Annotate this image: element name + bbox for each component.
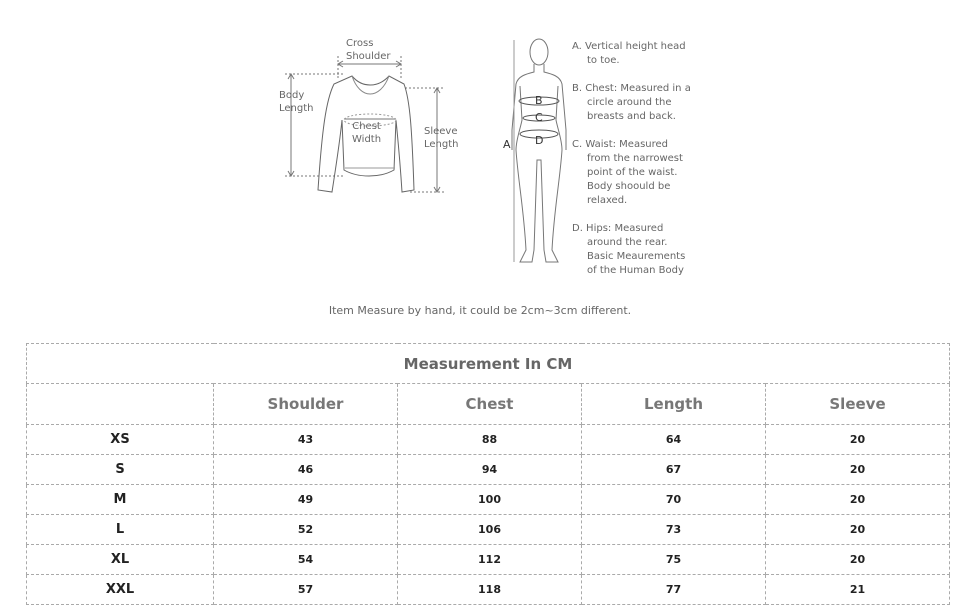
length-cell: 64 [582,425,766,455]
chest-cell: 94 [398,455,582,485]
sleeve-cell: 21 [766,575,950,605]
sleeve-cell: 20 [766,485,950,515]
point-c-label: C [535,111,543,124]
measurement-notes [572,40,707,292]
chest-width-label: Chest Width [352,121,382,145]
length-cell: 77 [582,575,766,605]
length-cell: 73 [582,515,766,545]
chest-cell: 112 [398,545,582,575]
point-b-label: B [535,94,543,107]
table-row [27,455,950,485]
chest-cell: 106 [398,515,582,545]
chest-cell: 88 [398,425,582,455]
table-row [27,425,950,455]
shoulder-cell: 49 [214,485,398,515]
note-b: B. Chest: Measured in a circle around the breasts and back. [572,83,691,122]
sleeve-cell: 20 [766,545,950,575]
shoulder-cell: 52 [214,515,398,545]
cross-shoulder-label: Cross Shoulder [346,38,391,62]
body-length-label: Body Length [279,90,314,114]
note-c: C. Waist: Measured from the narrowest point of the waist. Body shoould be relaxed. [572,139,683,206]
table-title: Measurement In CM [27,344,950,384]
chest-cell: 100 [398,485,582,515]
size-cell: XL [27,545,214,575]
shoulder-cell: 46 [214,455,398,485]
table-row [27,545,950,575]
header-size [27,384,214,425]
length-cell: 70 [582,485,766,515]
size-cell: L [27,515,214,545]
table-header-row [27,384,950,425]
sleeve-cell: 20 [766,425,950,455]
shoulder-cell: 57 [214,575,398,605]
measure-disclaimer: Item Measure by hand, it could be 2cm~3cm different. [328,304,632,317]
length-cell: 75 [582,545,766,575]
size-cell: S [27,455,214,485]
point-a-label: A [503,138,511,151]
note-d: D. Hips: Measured around the rear. Basic Meaurements of the Human Body [572,223,686,276]
shoulder-cell: 43 [214,425,398,455]
size-cell: XXL [27,575,214,605]
sleeve-length-label: Sleeve Length [424,126,459,150]
point-d-label: D [535,134,544,147]
length-cell: 67 [582,455,766,485]
size-table [26,343,950,605]
size-cell: M [27,485,214,515]
header-length: Length [582,384,766,425]
chest-cell: 118 [398,575,582,605]
size-cell: XS [27,425,214,455]
sweater-diagram [0,0,973,300]
table-row [27,485,950,515]
sleeve-cell: 20 [766,515,950,545]
table-row [27,515,950,545]
header-sleeve: Sleeve [766,384,950,425]
table-row [27,575,950,605]
note-a: A. Vertical height head to toe. [572,41,686,66]
sleeve-cell: 20 [766,455,950,485]
shoulder-cell: 54 [214,545,398,575]
header-chest: Chest [398,384,582,425]
header-shoulder: Shoulder [214,384,398,425]
